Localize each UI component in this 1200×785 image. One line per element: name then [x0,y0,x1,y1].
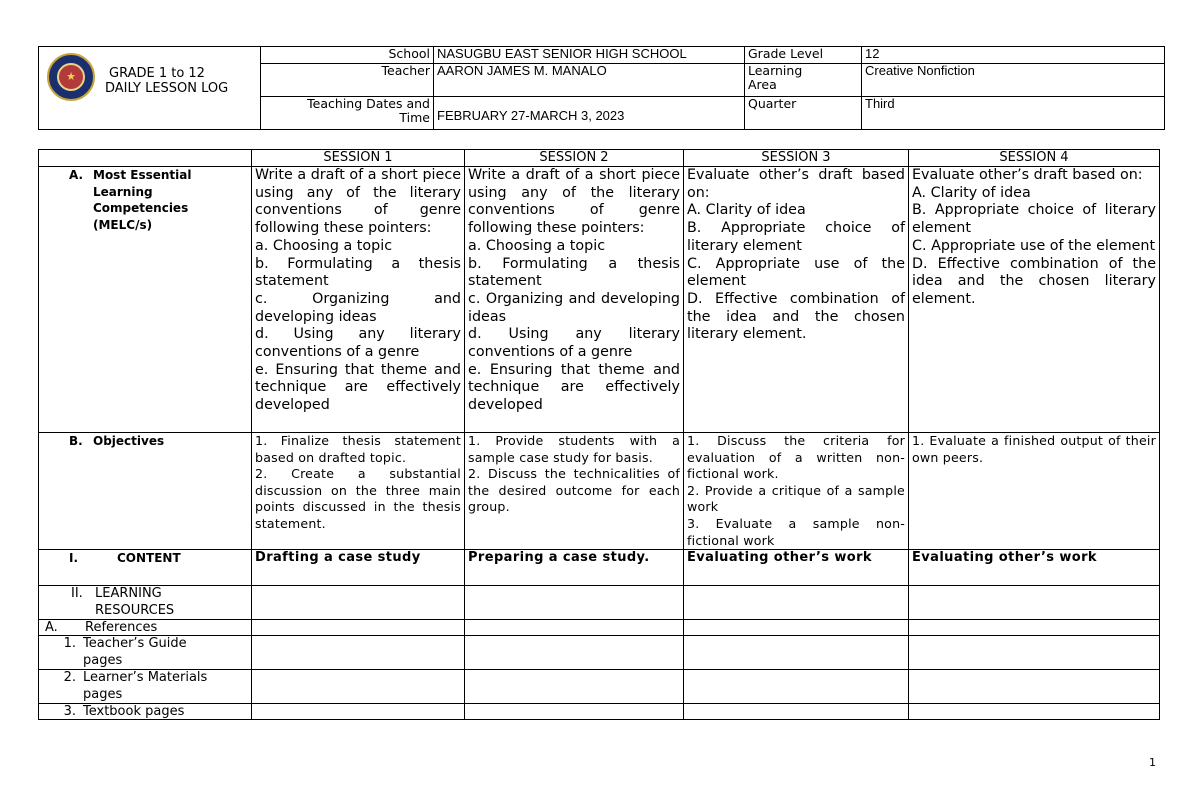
session-3-header: SESSION 3 [684,150,909,167]
learners-materials-label-line: Learner’s Materials [83,670,208,686]
objectives-row-label [39,433,252,550]
teachers-guide-session-3 [684,636,909,670]
melc-text: Evaluate other’s draft based on: [912,167,1143,183]
melc-letter: A. [69,168,84,182]
logo-cell [39,47,261,130]
objective-item: 3. Evaluate a sample non-fictional work [687,515,905,548]
objectives-letter: B. [69,434,83,448]
content-session-4: Evaluating other’s work [909,550,1160,586]
learners-materials-session-2 [465,670,684,704]
melc-session-3 [684,167,909,433]
content-session-1: Drafting a case study [252,550,465,586]
learning-area-value: Creative Nonfiction [862,64,1165,97]
teachers-guide-number: 1. [63,636,76,652]
session-1-header: SESSION 1 [252,150,465,167]
textbook-pages-row-label [39,704,252,720]
references-session-1 [252,620,465,636]
objectives-session-2 [465,433,684,550]
melc-text: b. Formulating a thesis statement [255,255,461,290]
objective-item: 1. Discuss the criteria for evaluation of a written non-fictional work. [687,433,905,482]
references-session-3 [684,620,909,636]
melc-session-2 [465,167,684,433]
content-session-3: Evaluating other’s work [684,550,909,586]
learners-materials-session-3 [684,670,909,704]
melc-label-line: Learning [93,184,153,199]
grid-corner-cell [39,150,252,167]
melc-label-line: Most Essential [93,168,192,182]
melc-text: c. Organizing and developing ideas [255,290,461,325]
references-session-2 [465,620,684,636]
textbook-pages-session-2 [465,704,684,720]
content-row-label [39,550,252,586]
textbook-pages-label: Textbook pages [83,704,185,720]
melc-text: D. Effective combination of the idea and the chosen literary element. [912,255,1156,307]
learning-resources-number: II. [71,586,83,602]
melc-label-line: Competencies [93,201,189,215]
references-session-4 [909,620,1160,636]
melc-text: B. Appropriate choice of literary element [687,220,905,254]
teachers-guide-label-line: Teacher’s Guide [83,636,187,652]
melc-text: A. Clarity of idea [912,184,1031,201]
quarter-label: Quarter [745,97,862,130]
teachers-guide-session-2 [465,636,684,670]
textbook-pages-session-1 [252,704,465,720]
teacher-value: AARON JAMES M. MANALO [434,64,745,97]
content-label: CONTENT [117,551,181,566]
objectives-session-4 [909,433,1160,550]
session-2-header: SESSION 2 [465,150,684,167]
grade-level-value: 12 [862,47,1165,64]
deped-seal-icon: ★ [47,53,95,101]
header-table [38,46,1165,130]
teaching-dates-label-line2: Time [399,110,430,125]
objective-item: 1. Evaluate a finished output of their own peers. [912,433,1156,465]
melc-text: Evaluate other’s draft based on: [687,167,905,201]
teaching-dates-label-line1: Teaching Dates and [307,96,430,111]
teacher-label: Teacher [261,64,434,97]
learning-resources-label-line: RESOURCES [95,602,175,618]
objective-item: 2. Create a substantial discussion on the three main points discussed in the thesis statement. [255,466,461,531]
objectives-session-3 [684,433,909,550]
grade-range-text: GRADE 1 to 12 [109,66,205,81]
lesson-grid [38,149,1160,720]
learners-materials-label-line: pages [83,686,123,702]
quarter-value: Third [862,97,1165,130]
melc-row-label [39,167,252,433]
melc-text: e. Ensuring that theme and technique are effectively developed [255,361,461,414]
melc-text: B. Appropriate choice of literary element [912,202,1156,237]
melc-text: b. Formulating a thesis statement [468,255,680,290]
school-value: NASUGBU EAST SENIOR HIGH SCHOOL [434,47,745,64]
melc-session-1 [252,167,465,433]
teaching-dates-label [261,97,434,130]
learning-resources-session-2 [465,586,684,620]
session-4-header: SESSION 4 [909,150,1160,167]
teaching-dates-value: FEBRUARY 27-MARCH 3, 2023 [434,97,745,130]
teachers-guide-session-1 [252,636,465,670]
melc-text: C. Appropriate use of the element [687,255,905,290]
content-session-2: Preparing a case study. [465,550,684,586]
objectives-session-1 [252,433,465,550]
learning-resources-session-4 [909,586,1160,620]
objective-item: 1. Provide students with a sample case study for basis. [468,433,680,465]
learners-materials-row-label [39,670,252,704]
melc-text: e. Ensuring that theme and technique are effectively developed [468,361,680,414]
objective-item: 1. Finalize thesis statement based on drafted topic. [255,433,461,465]
melc-text: a. Choosing a topic [255,237,393,254]
references-letter: A. [45,620,58,636]
content-number: I. [69,551,79,566]
objective-item: 2. Provide a critique of a sample work [687,482,905,515]
melc-text: a. Choosing a topic [468,237,606,254]
learners-materials-number: 2. [63,670,76,686]
learning-resources-label-line: LEARNING [95,586,162,602]
teachers-guide-label-line: pages [83,652,123,668]
learners-materials-session-1 [252,670,465,704]
learning-resources-row-label [39,586,252,620]
textbook-pages-number: 3. [63,704,76,720]
melc-text: C. Appropriate use of the element [912,237,1156,254]
learning-resources-session-1 [252,586,465,620]
melc-text: c. Organizing and developing ideas [468,290,680,325]
learning-area-label [745,64,862,97]
references-row-label [39,620,252,636]
learning-resources-session-3 [684,586,909,620]
melc-text: d. Using any literary conventions of a genre [468,326,680,361]
melc-text: D. Effective combination of the idea and the chosen literary element. [687,290,905,343]
learning-area-label-line1: Learning [748,63,803,78]
melc-label-line: (MELC/s) [93,217,153,232]
melc-text: A. Clarity of idea [687,202,806,219]
learners-materials-session-4 [909,670,1160,704]
references-label: References [85,620,158,636]
melc-session-4 [909,167,1160,433]
melc-text: Write a draft of a short piece using any of the literary conventions of genre following these pointers: [468,167,680,237]
textbook-pages-session-4 [909,704,1160,720]
objectives-label: Objectives [93,434,165,448]
melc-text: d. Using any literary conventions of a genre [255,326,461,361]
objective-item: 2. Discuss the technicalities of the desired outcome for each group. [468,466,680,515]
page-number: 1 [1149,756,1156,769]
teachers-guide-row-label [39,636,252,670]
melc-text: Write a draft of a short piece using any of the literary conventions of genre following these pointers: [255,167,461,237]
teachers-guide-session-4 [909,636,1160,670]
school-label: School [261,47,434,64]
grade-level-label: Grade Level [745,47,862,64]
learning-area-label-line2: Area [748,77,777,92]
textbook-pages-session-3 [684,704,909,720]
daily-lesson-log-title: DAILY LESSON LOG [105,81,229,96]
